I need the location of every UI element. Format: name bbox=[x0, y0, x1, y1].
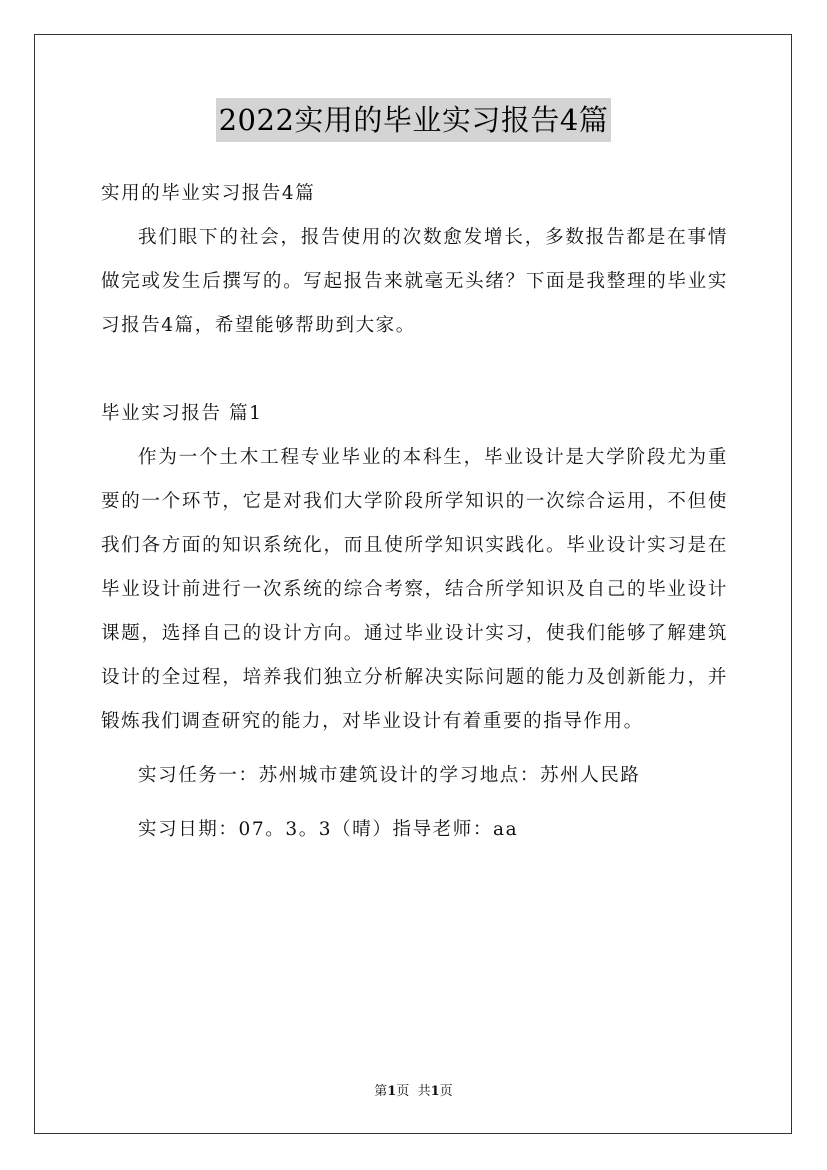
total-suffix: 页 bbox=[439, 1084, 453, 1099]
document-title: 2022实用的毕业实习报告4篇 bbox=[216, 98, 612, 142]
page-current: 1 bbox=[387, 1084, 397, 1099]
task-line: 实习任务一：苏州城市建筑设计的学习地点：苏州人民路 bbox=[138, 765, 641, 786]
page-suffix: 页 bbox=[396, 1084, 410, 1099]
section-heading: 毕业实习报告 篇1 bbox=[101, 403, 263, 424]
paragraph-spacer bbox=[101, 798, 728, 808]
section-spacer bbox=[101, 348, 728, 392]
page-prefix: 第 bbox=[374, 1084, 388, 1099]
page-total: 1 bbox=[430, 1084, 440, 1099]
document-subtitle: 实用的毕业实习报告4篇 bbox=[101, 183, 316, 204]
page-footer bbox=[0, 1082, 827, 1102]
section-paragraph: 作为一个土木工程专业毕业的本科生，毕业设计是大学阶段尤为重要的一个环节，它是对我们大学阶段所学知识的一次综合运用，不但使我们各方面的知识系统化，而且使所学知识实践化。毕业设计实习是在毕业设计前进行一次系统的综合考察，结合所学知识及自己的毕业设计课题，选择自己的设计方向。通过毕业设计实习，使我们能够了解建筑设计的全过程，培养我们独立分析解决实际问题的能力及创新能力，并锻炼我们调查研究的能力，对毕业设计有着重要的指导作用。 bbox=[101, 447, 728, 732]
title-container bbox=[0, 98, 827, 142]
total-prefix: 共 bbox=[417, 1084, 431, 1099]
paragraph-spacer bbox=[101, 744, 728, 754]
intro-paragraph: 我们眼下的社会，报告使用的次数愈发增长，多数报告都是在事情做完或发生后撰写的。写起报告来就毫无头绪？下面是我整理的毕业实习报告4篇，希望能够帮助到大家。 bbox=[101, 227, 728, 336]
date-line: 实习日期：07。3。3（晴）指导老师：aa bbox=[138, 819, 519, 840]
document-body bbox=[101, 172, 728, 852]
